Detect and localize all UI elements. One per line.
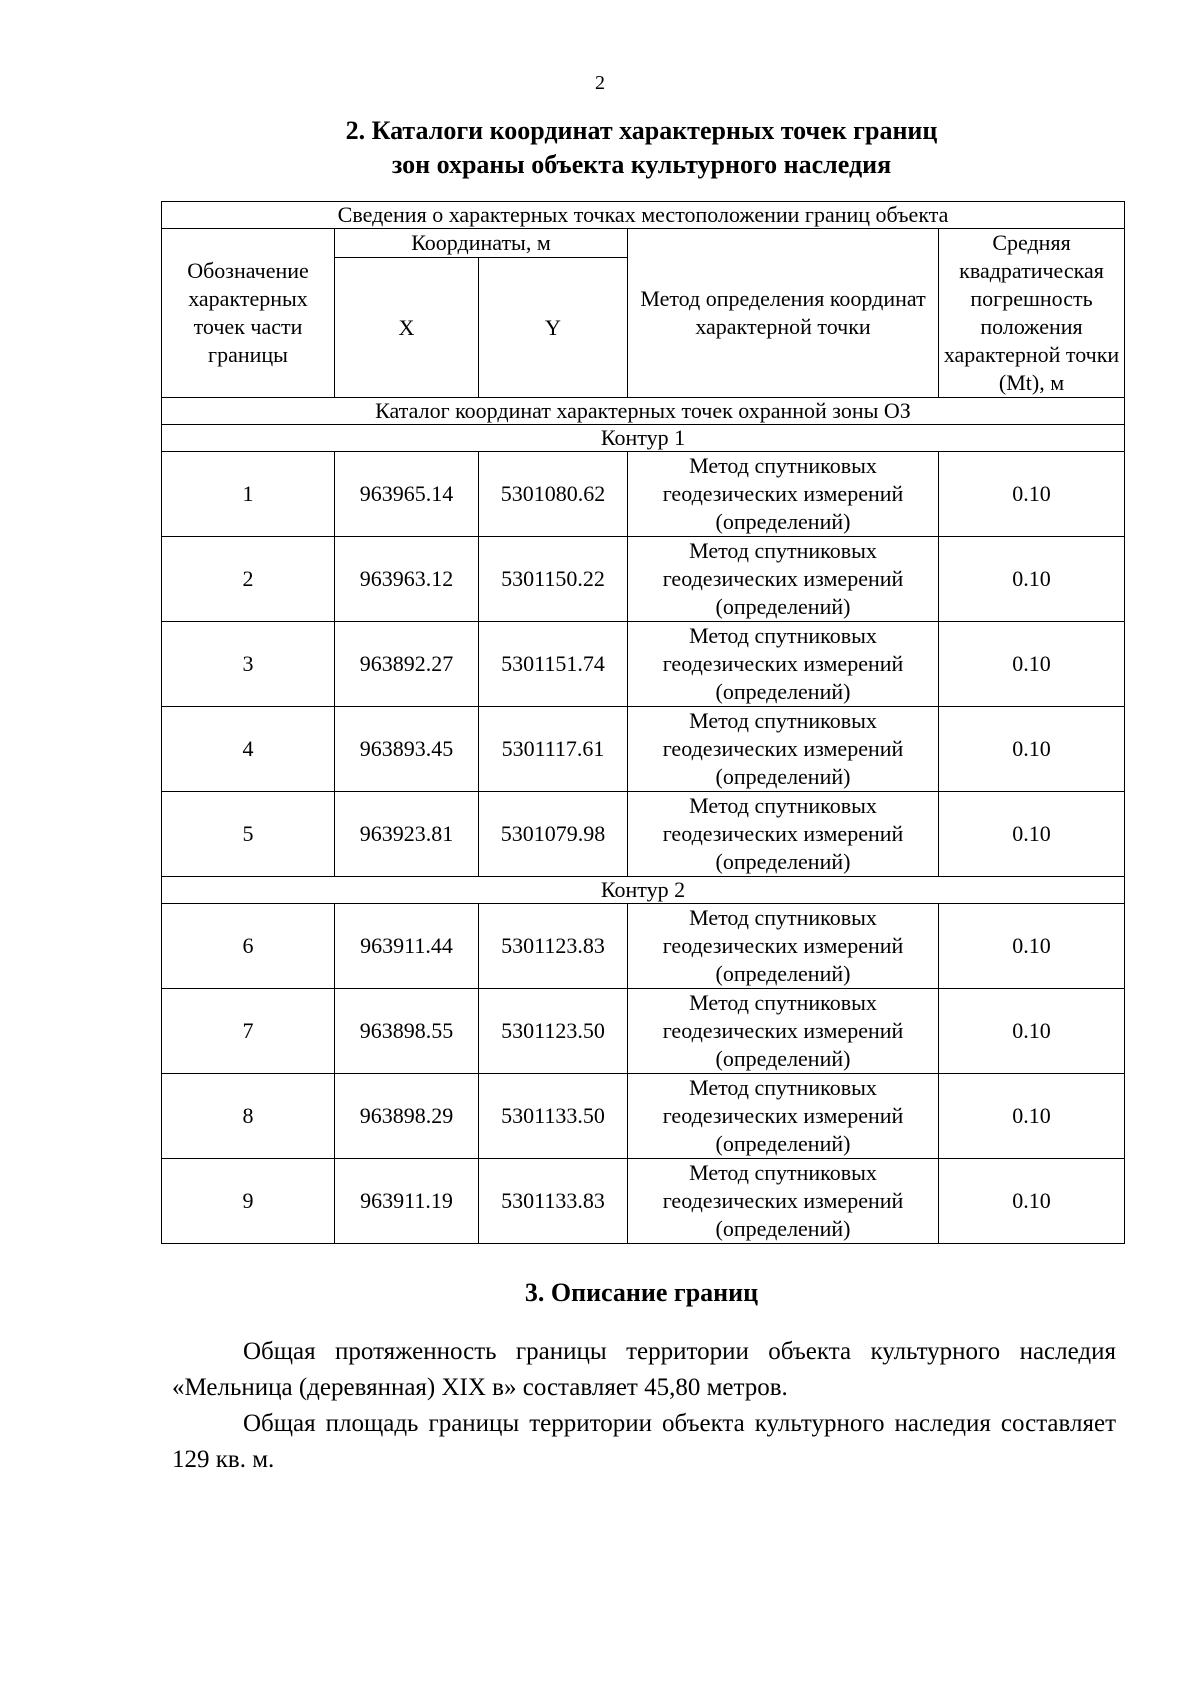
cell-x: 963892.27 <box>335 622 479 707</box>
cell-y: 5301133.50 <box>479 1074 628 1159</box>
section-3-body <box>172 1334 1116 1478</box>
section-3-title: 3. Описание границ <box>524 1278 759 1307</box>
header-point-designation: Обозначение характерных точек части границы <box>162 229 335 398</box>
cell-mt: 0.10 <box>939 452 1125 537</box>
table-caption: Сведения о характерных точках местоположении границ объекта <box>162 202 1125 229</box>
cell-point: 6 <box>162 904 335 989</box>
table-row <box>162 622 1125 707</box>
cell-x: 963923.81 <box>335 792 479 877</box>
cell-method: Метод спутниковых геодезических измерений (определений) <box>628 452 939 537</box>
cell-mt: 0.10 <box>939 792 1125 877</box>
cell-x: 963965.14 <box>335 452 479 537</box>
cell-method: Метод спутниковых геодезических измерений (определений) <box>628 904 939 989</box>
paragraph-length: Общая протяженность границы территории объекта культурного наследия «Мельница (деревянная) XIX в» составляет 45,80 метров. <box>172 1338 1116 1401</box>
header-coordinates: Координаты, м <box>335 229 628 258</box>
cell-y: 5301079.98 <box>479 792 628 877</box>
table-row <box>162 989 1125 1074</box>
table-row <box>162 707 1125 792</box>
table-row <box>162 904 1125 989</box>
cell-point: 1 <box>162 452 335 537</box>
cell-y: 5301117.61 <box>479 707 628 792</box>
cell-x: 963898.55 <box>335 989 479 1074</box>
cell-mt: 0.10 <box>939 1074 1125 1159</box>
section-2-title-line2: зон охраны объекта культурного наследия <box>391 150 892 179</box>
header-method: Метод определения координат характерной точки <box>628 229 939 398</box>
catalog-title: Каталог координат характерных точек охранной зоны ОЗ <box>162 398 1125 425</box>
header-x: X <box>335 258 479 398</box>
table-row <box>162 537 1125 622</box>
cell-mt: 0.10 <box>939 622 1125 707</box>
cell-x: 963911.44 <box>335 904 479 989</box>
cell-method: Метод спутниковых геодезических измерений (определений) <box>628 1159 939 1244</box>
cell-point: 5 <box>162 792 335 877</box>
cell-mt: 0.10 <box>939 707 1125 792</box>
coordinates-table <box>161 201 1125 1244</box>
cell-point: 4 <box>162 707 335 792</box>
paragraph-area: Общая площадь границы территории объекта культурного наследия составляет 129 кв. м. <box>172 1410 1116 1473</box>
contour-label: Контур 1 <box>162 425 1125 452</box>
cell-y: 5301150.22 <box>479 537 628 622</box>
section-2-title <box>160 114 1123 182</box>
cell-mt: 0.10 <box>939 904 1125 989</box>
cell-method: Метод спутниковых геодезических измерений (определений) <box>628 989 939 1074</box>
header-error: Средняя квадратическая погрешность положения характерной точки (Mt), м <box>939 229 1125 398</box>
cell-x: 963963.12 <box>335 537 479 622</box>
cell-x: 963898.29 <box>335 1074 479 1159</box>
cell-point: 7 <box>162 989 335 1074</box>
cell-x: 963911.19 <box>335 1159 479 1244</box>
cell-method: Метод спутниковых геодезических измерений (определений) <box>628 792 939 877</box>
cell-method: Метод спутниковых геодезических измерений (определений) <box>628 707 939 792</box>
section-2-title-line1: 2. Каталоги координат характерных точек границ <box>345 116 938 145</box>
cell-y: 5301151.74 <box>479 622 628 707</box>
cell-method: Метод спутниковых геодезических измерений (определений) <box>628 622 939 707</box>
cell-point: 2 <box>162 537 335 622</box>
table-row <box>162 792 1125 877</box>
cell-method: Метод спутниковых геодезических измерений (определений) <box>628 537 939 622</box>
header-y: Y <box>479 258 628 398</box>
cell-mt: 0.10 <box>939 1159 1125 1244</box>
cell-point: 9 <box>162 1159 335 1244</box>
cell-mt: 0.10 <box>939 537 1125 622</box>
cell-mt: 0.10 <box>939 989 1125 1074</box>
cell-y: 5301133.83 <box>479 1159 628 1244</box>
cell-point: 8 <box>162 1074 335 1159</box>
table-row <box>162 452 1125 537</box>
cell-y: 5301123.50 <box>479 989 628 1074</box>
cell-x: 963893.45 <box>335 707 479 792</box>
cell-y: 5301080.62 <box>479 452 628 537</box>
contour-label: Контур 2 <box>162 877 1125 904</box>
cell-point: 3 <box>162 622 335 707</box>
page-number: 2 <box>595 72 605 94</box>
table-row <box>162 1074 1125 1159</box>
table-row <box>162 1159 1125 1244</box>
cell-method: Метод спутниковых геодезических измерений (определений) <box>628 1074 939 1159</box>
cell-y: 5301123.83 <box>479 904 628 989</box>
